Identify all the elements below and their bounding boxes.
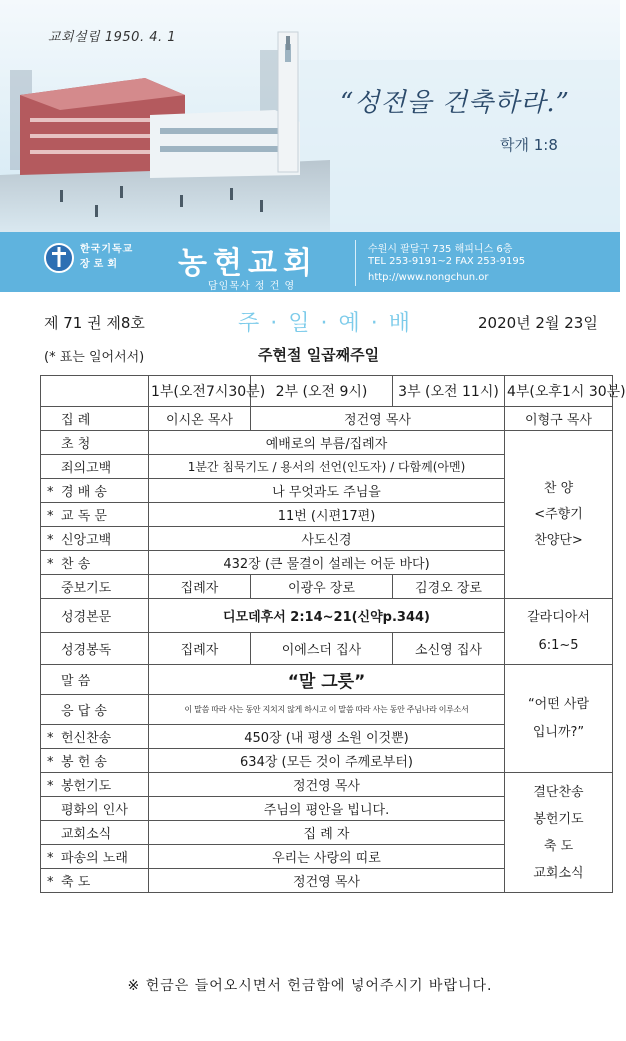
sermon-side-cell: “어떤 사람 입니까?” — [505, 665, 613, 773]
hymn-value: 432장 (큰 물결이 설레는 어둔 바다) — [149, 551, 505, 575]
row-label: * 축 도 — [41, 869, 149, 893]
scripture-service-4: 갈라디아서 6:1~5 — [505, 599, 613, 665]
bulletin-date: 2020년 2월 23일 — [478, 314, 598, 332]
creed-value: 사도신경 — [149, 527, 505, 551]
row-label: * 경 배 송 — [41, 479, 149, 503]
senior-pastor: 담임목사 정 건 영 — [208, 281, 296, 292]
leader-service-1: 이시온 목사 — [149, 407, 251, 431]
row-label: * 찬 송 — [41, 551, 149, 575]
closing-side-cell: 결단찬송 봉헌기도 축 도 교회소식 — [505, 773, 613, 893]
reader-service-1: 집례자 — [149, 633, 251, 665]
row-label: 집 례 — [41, 407, 149, 431]
scripture-quote: “성전을 건축하라.” — [340, 88, 570, 118]
row-label: 중보기도 — [41, 575, 149, 599]
established-date: 교회설립 1950. 4. 1 — [48, 30, 177, 45]
row-label: 말 씀 — [41, 665, 149, 695]
row-label: 평화의 인사 — [41, 797, 149, 821]
row-label: * 봉헌기도 — [41, 773, 149, 797]
service-title: 주 · 일 · 예 · 배 — [238, 311, 412, 336]
row-label: 성경본문 — [41, 599, 149, 633]
row-label: 성경봉독 — [41, 633, 149, 665]
table-row — [41, 407, 613, 431]
table-row — [41, 599, 613, 633]
header-blank — [41, 376, 149, 407]
row-label: * 봉 헌 송 — [41, 749, 149, 773]
church-logo-icon — [44, 238, 74, 284]
reader-service-3: 소신영 집사 — [393, 633, 505, 665]
church-address: 수원시 팔달구 735 해피니스 6층 — [368, 244, 513, 255]
row-label: 죄의고백 — [41, 455, 149, 479]
response-value: 이 말씀 따라 사는 동안 지치지 않게 하시고 이 말씀 따라 사는 동안 주님나라 이루소서 — [149, 695, 505, 725]
news-value: 집 례 자 — [149, 821, 505, 845]
intercession-service-2: 이광우 장로 — [251, 575, 393, 599]
row-label: 초 청 — [41, 431, 149, 455]
leader-service-4: 이형구 목사 — [505, 407, 613, 431]
services-header-row — [41, 376, 613, 407]
stand-note: (* 표는 일어서서) — [44, 350, 145, 365]
row-label: 교회소식 — [41, 821, 149, 845]
invocation-value: 예배로의 부름/집례자 — [149, 431, 505, 455]
row-label: * 파송의 노래 — [41, 845, 149, 869]
scripture-quote-reference: 학개 1:8 — [500, 136, 558, 154]
row-label: * 교 독 문 — [41, 503, 149, 527]
service-3-header: 3부 (오전 11시) — [393, 376, 505, 407]
sermon-title: “말 그릇” — [149, 665, 505, 695]
table-row — [41, 665, 613, 695]
sending-value: 우리는 사랑의 띠로 — [149, 845, 505, 869]
row-label: 응 답 송 — [41, 695, 149, 725]
bulletin-header — [0, 0, 620, 292]
offering-notice: ※ 헌금은 들어오시면서 헌금함에 넣어주시기 바랍니다. — [127, 978, 493, 994]
denomination-line1: 한국기독교 — [80, 244, 134, 255]
worship-hymn-value: 나 무엇과도 주님을 — [149, 479, 505, 503]
church-website[interactable]: http://www.nongchun.or — [368, 272, 489, 283]
confession-value: 1분간 침묵기도 / 용서의 선언(인도자) / 다함께(아멘) — [149, 455, 505, 479]
leader-service-2-3: 정건영 목사 — [251, 407, 505, 431]
table-row — [41, 773, 613, 797]
reader-service-2: 이에스더 집사 — [251, 633, 393, 665]
intercession-service-3: 김경오 장로 — [393, 575, 505, 599]
service-4-header: 4부(오후1시 30분) — [505, 376, 613, 407]
order-of-worship-table — [40, 375, 626, 893]
row-label: * 신앙고백 — [41, 527, 149, 551]
church-name: 농현교회 — [178, 246, 318, 281]
sunday-name: 주현절 일곱째주일 — [258, 346, 380, 364]
denomination-line2: 장로회 — [80, 259, 121, 270]
church-phone: TEL 253-9191~2 FAX 253-9195 — [368, 256, 526, 267]
peace-value: 주님의 평안을 빕니다. — [149, 797, 505, 821]
benediction-value: 정건영 목사 — [149, 869, 505, 893]
header-divider — [355, 240, 356, 286]
offering-prayer-value: 정건영 목사 — [149, 773, 505, 797]
row-label: * 헌신찬송 — [41, 725, 149, 749]
table-row — [41, 431, 613, 455]
scripture-value: 디모데후서 2:14~21(신약p.344) — [149, 599, 505, 633]
reading-value: 11번 (시편17편) — [149, 503, 505, 527]
praise-side-cell: 찬 양 <주향기 찬양단> — [505, 431, 613, 599]
volume-number: 제 71 권 제8호 — [44, 314, 145, 332]
devotion-hymn-value: 450장 (내 평생 소원 이것뿐) — [149, 725, 505, 749]
intercession-service-1: 집례자 — [149, 575, 251, 599]
offering-hymn-value: 634장 (모든 것이 주께로부터) — [149, 749, 505, 773]
service-1-header: 1부(오전7시30분) — [149, 376, 251, 407]
service-2-header: 2부 (오전 9시) — [251, 376, 393, 407]
